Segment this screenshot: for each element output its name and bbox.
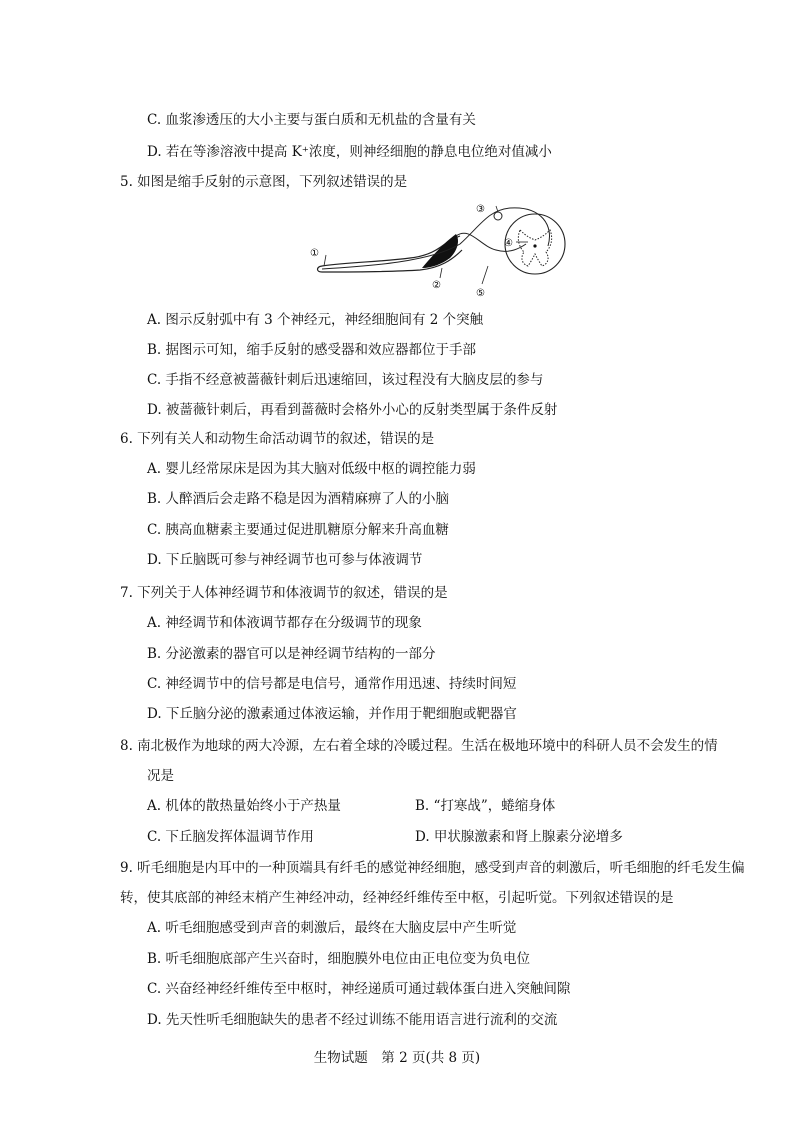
figure-label-3: ③ <box>476 204 485 215</box>
q6-stem: 6. 下列有关人和动物生命活动调节的叙述，错误的是 <box>120 431 435 447</box>
figure-label-2: ② <box>432 280 441 291</box>
q6-option-b: B. 人醉酒后会走路不稳是因为酒精麻痹了人的小脑 <box>147 491 450 507</box>
figure-label-5: ⑤ <box>476 288 485 299</box>
q6-option-a: A. 婴儿经常尿床是因为其大脑对低级中枢的调控能力弱 <box>147 461 476 477</box>
q5-stem: 5. 如图是缩手反射的示意图，下列叙述错误的是 <box>120 174 408 190</box>
reflex-arc-figure <box>310 200 580 300</box>
q7-option-c: C. 神经调节中的信号都是电信号，通常作用迅速、持续时间短 <box>147 676 517 692</box>
q4-option-c: C. 血浆渗透压的大小主要与蛋白质和无机盐的含量有关 <box>147 112 476 128</box>
q6-option-d: D. 下丘脑既可参与神经调节也可参与体液调节 <box>147 552 423 568</box>
q9-option-c: C. 兴奋经神经纤维传至中枢时，神经递质可通过载体蛋白进入突触间隙 <box>147 981 571 997</box>
q6-option-c: C. 胰高血糖素主要通过促进肌糖原分解来升高血糖 <box>147 522 449 538</box>
q5-option-b: B. 据图示可知，缩手反射的感受器和效应器都位于手部 <box>147 342 477 358</box>
figure-label-1: ① <box>310 248 319 259</box>
q4-option-d: D. 若在等渗溶液中提高 K⁺浓度，则神经细胞的静息电位绝对值减小 <box>147 144 552 160</box>
q8-stem-line-2: 况是 <box>147 768 174 784</box>
q5-option-c: C. 手指不经意被蔷薇针刺后迅速缩回，该过程没有大脑皮层的参与 <box>147 372 544 388</box>
q8-stem-line-1: 8. 南北极作为地球的两大冷源，左右着全球的冷暖过程。生活在极地环境中的科研人员不会发生的情 <box>120 738 718 754</box>
q9-option-b: B. 听毛细胞底部产生兴奋时，细胞膜外电位由正电位变为负电位 <box>147 951 531 967</box>
q9-stem-line-2: 转，使其底部的神经末梢产生神经冲动，经神经纤维传至中枢，引起听觉。下列叙述错误的是 <box>120 890 674 906</box>
q8-option-c: C. 下丘脑发挥体温调节作用 <box>147 829 314 845</box>
q7-stem: 7. 下列关于人体神经调节和体液调节的叙述，错误的是 <box>120 585 448 601</box>
q9-option-a: A. 听毛细胞感受到声音的刺激后，最终在大脑皮层中产生听觉 <box>147 920 517 936</box>
q5-option-a: A. 图示反射弧中有 3 个神经元，神经细胞间有 2 个突触 <box>147 312 484 328</box>
q7-option-d: D. 下丘脑分泌的激素通过体液运输，并作用于靶细胞或靶器官 <box>147 706 517 722</box>
figure-label-4: ④ <box>504 238 513 249</box>
q8-option-d: D. 甲状腺激素和肾上腺素分泌增多 <box>415 829 623 845</box>
q8-option-b: B. “打寒战”，蜷缩身体 <box>415 798 556 814</box>
q7-option-a: A. 神经调节和体液调节都存在分级调节的现象 <box>147 615 422 631</box>
page-footer: 生物试题 第 2 页(共 8 页) <box>313 1050 481 1066</box>
q9-option-d: D. 先天性听毛细胞缺失的患者不经过训练不能用语言进行流利的交流 <box>147 1012 558 1028</box>
q9-stem-line-1: 9. 听毛细胞是内耳中的一种顶端具有纤毛的感觉神经细胞，感受到声音的刺激后，听毛细胞的纤毛发生偏 <box>120 860 745 876</box>
q8-option-a: A. 机体的散热量始终小于产热量 <box>147 798 341 814</box>
q7-option-b: B. 分泌激素的器官可以是神经调节结构的一部分 <box>147 646 436 662</box>
q5-option-d: D. 被蔷薇针刺后，再看到蔷薇时会格外小心的反射类型属于条件反射 <box>147 402 558 418</box>
